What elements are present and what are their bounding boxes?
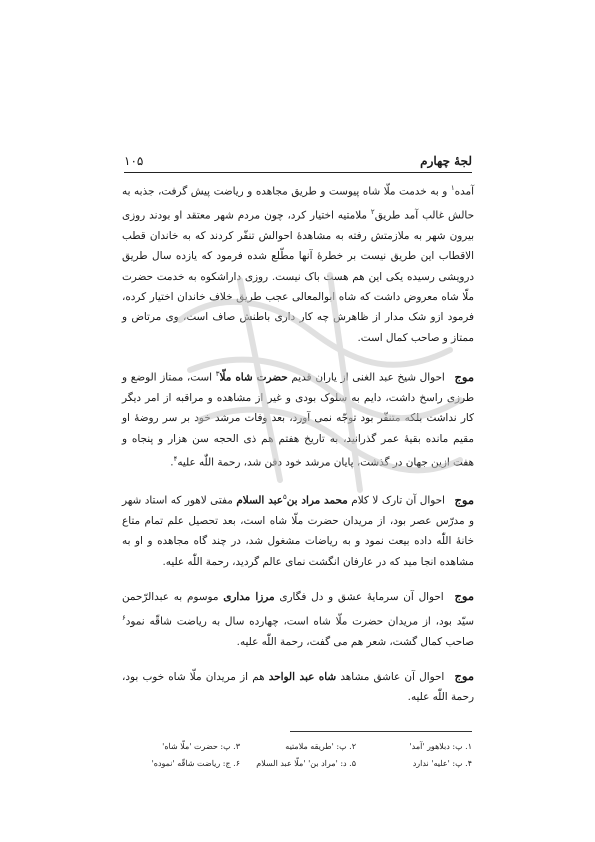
text-run: هم از مریدان ملّا شاه خوب بود، رحمة اللّٰه علیه. — [122, 670, 474, 704]
footnote-row — [124, 755, 472, 772]
highlighted-name: شاه عبد الواحد — [268, 670, 337, 683]
footnote-item: ۳. پ: حضرت 'ملّا شاه' — [162, 742, 240, 751]
footnote-item: ۵. د: 'مراد بن' 'ملّا عبد السلام — [256, 759, 356, 768]
footnotes — [124, 738, 472, 772]
text-run: ملامتیه اختیار کرد، چون مردم شهر معتقد او بودند روزی بیرون شهر به ملازمتش رفته به مشاهدۀ احوالش تنفّر کردند که به خاندان قطب الاقطاب این طریق نیست بر خطرۀ آنها مطّلع شده فرمود که یازده سال طریق درویشی رسیده یکی این هم هست باک نیست. روزی داراشکوه به خدمت حضرت ملّا شاه معروض داشت که شاه ابوالمعالی عجب طریق خلاف خاندان اختیار کرده، فرمود ازو شک مدار از ظاهرش چه کار داری باطنش صاف است، وی مرتاض و ممتاز و صاحب کمال است. — [122, 209, 474, 344]
page-header — [124, 143, 472, 173]
footnote-ref: ۶ — [122, 613, 126, 622]
section-marker: موج — [454, 492, 474, 507]
footnote-row — [124, 738, 472, 755]
text-run: صاحب کمال گشت، شعر هم می گفت، رحمة اللّٰه علیه. — [236, 635, 474, 648]
footnote-ref: ۲ — [370, 207, 375, 216]
footnote-item: ۶. ج: ریاضت شاقّه 'نموده' — [151, 759, 240, 768]
text-run: مفتی لاهور که استاد شهر و مدرّس عصر بود، از مریدان حضرت ملّا شاه است، بعد تحصیل علم تمام متاع خانۀ اللّٰه داده بیعت نمود و به ریاضات مشغول شد، در چند گاه مجاهده و او به مشاهده انجا مید که در عارفان انگشت نمای عالم گردید، رحمة اللّٰه علیه. — [122, 494, 474, 568]
highlighted-name: مرزا مداری — [223, 591, 275, 604]
paragraph-4 — [122, 586, 474, 652]
text-run: احوال شیخ عبد الغنی از یاران قدیم — [287, 371, 449, 384]
paragraph-5 — [122, 666, 474, 708]
text-run: است، ممتاز الوضع و طرزی راسخ داشت، دایم به سلوک بودی و غیر از مشاهده و مراقبه از امر دیگر کار نداشت بلکه متنفّر بود توجّه نمی آورد، بعد وفات مرشد خود بر سر روضۀ او مقیم مانده بقیۀ عمر گذرانید، به تاریخ هفتم هم ذی الحجه سن هزار و پنجاه و هفت ازین جهان در گذشت، پایان مرشد خود دفن شد، رحمة اللّٰه علیه — [122, 371, 474, 469]
text-run: و به خدمت ملّا شاه پیوست و طریق مجاهده و ریاضت پیش گرفت، جذبه به حالش غالب آمد طریق — [122, 185, 474, 222]
paragraph-2 — [122, 364, 474, 473]
footnote-item: ۲. پ: 'طریقه ملامتیه — [285, 742, 356, 751]
section-marker: موج — [454, 668, 474, 683]
text-run: موسوم به عبدالرّحمن سیّد بود، از مریدان حضرت ملّا شاه است، چهارده سال به ریاضت شاقّه نمود — [122, 591, 474, 628]
paragraph-3 — [122, 487, 474, 572]
footnote-item: ۱. پ: دبلاهور 'آمد' — [409, 742, 472, 751]
text-run: احوال آن تارک لا کلام — [347, 494, 449, 507]
text-run: احوال آن عاشق مشاهد — [336, 670, 449, 683]
highlighted-name: حضرت شاه ملّا — [219, 371, 288, 384]
highlighted-name: محمد مراد بن — [286, 494, 348, 507]
chapter-title: لجۀ چهارم — [420, 154, 472, 168]
footnote-ref: ۵ — [282, 493, 287, 502]
section-marker: موج — [454, 369, 475, 384]
paragraph-1 — [122, 178, 474, 348]
text-run: . — [170, 456, 174, 469]
footnote-ref: ۳ — [215, 370, 220, 379]
text-run: احوال آن سرمایۀ عشق و دل فگاری — [274, 591, 449, 604]
footnote-separator — [290, 731, 472, 732]
footnote-ref: ۴ — [173, 455, 178, 464]
footnote-ref: ۱ — [450, 184, 455, 192]
section-marker: موج — [454, 589, 474, 604]
text-run: آمده — [454, 185, 474, 198]
page-number: ۱۰۵ — [124, 154, 144, 168]
footnote-item: ۴. پ: 'علیه' ندارد — [412, 759, 472, 768]
main-text — [122, 178, 474, 722]
highlighted-name: عبد السلام — [236, 494, 283, 507]
